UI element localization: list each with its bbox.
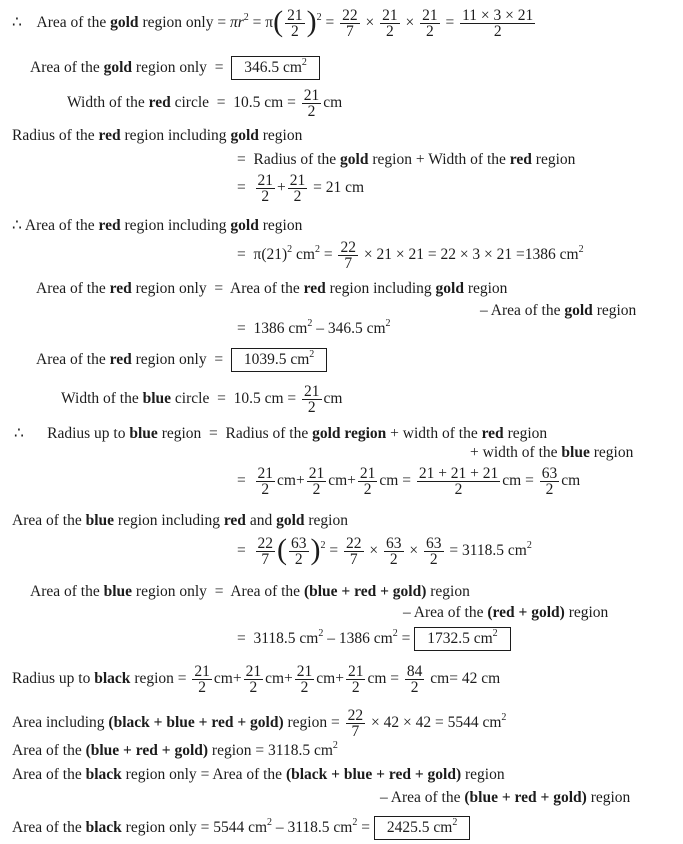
red-incl-area-calc: = $\pi(21)^2$ $cm^2$ = $\frac{22}{7}$ × 21 × 21 = 22 × 3 × 21 =1386 $cm^2$: [237, 239, 584, 272]
black-only-expression: Area of the black region only = Area of the (black + blue + red + gold) region: [12, 766, 505, 783]
blue-area-answer-box: 1732.5 $cm^2$: [414, 627, 510, 651]
red-only-subtrahend: – Area of the gold region: [480, 302, 637, 319]
blue-radius-expression: ∴ Radius up to blue region = Radius of the gold region + width of the red region: [14, 425, 548, 442]
red-only-result-line: Area of the red region only = 1039.5 $cm^2$: [36, 348, 327, 372]
blue-incl-area-heading: Area of the blue region including red and gold region: [12, 512, 348, 529]
red-incl-area-heading: ∴ Area of the red region including gold region: [12, 217, 303, 234]
black-incl-area-line: Area including (black + blue + red + gold) region = $\frac{22}{7}$ × 42 × 42 = 5544 $cm^2$: [12, 707, 507, 740]
red-width-line: Width of the red circle = 10.5 cm = $\frac{21}{2}$ cm: [67, 87, 343, 120]
black-only-result-line: Area of the black region only = 5544 $cm^2 - 3118.5$ $cm^2 = 2425.5$ $cm^2$: [12, 816, 470, 840]
gold-area-answer-box: 346.5 $cm^2$: [231, 56, 320, 80]
gold-area-result-line: Area of the gold region only = 346.5 $cm^2$: [30, 56, 320, 80]
gold-area-formula-line: ∴ Area of the gold region only = $\pi r^2 = \pi$( $\frac{21}{2}$ )$^2$ = $\frac{22}{7}$ × $\frac{21}{2}$ × $\frac{21}{2}$ = $\frac{11 \times 3 \times 21}{2}$: [12, 4, 534, 40]
red-radius-expression: = Radius of the gold region + Width of the red region: [237, 151, 576, 168]
red-only-subtraction: = 1386 $cm^2 - 346.5$ $cm^2$: [237, 317, 391, 337]
black-area-answer-box: 2425.5 $cm^2$: [374, 816, 470, 840]
red-only-expression: Area of the red region only = Area of the red region including gold region: [36, 280, 508, 297]
red-radius-sum: = $\frac{21}{2}$ + $\frac{21}{2}$ = 21 cm: [237, 172, 365, 205]
blue-radius-continuation: + width of the blue region: [470, 444, 634, 461]
black-radius-line: Radius up to black region = $\frac{21}{2}$ cm+ $\frac{21}{2}$ cm+ $\frac{21}{2}$ cm+ $\frac{21}{2}$ cm = $\frac{84}{2}$ cm= 42 cm: [12, 663, 501, 696]
blue-red-gold-area-line: Area of the (blue + red + gold) region = 3118.5 $cm^2$: [12, 739, 338, 759]
blue-incl-area-calc: = $\frac{22}{7}$ ( $\frac{63}{2}$ )$^2$ = $\frac{22}{7}$ × $\frac{63}{2}$ × $\frac{63}{2}$ = 3118.5 $cm^2$: [237, 532, 532, 568]
blue-only-expression: Area of the blue region only = Area of the (blue + red + gold) region: [30, 583, 470, 600]
blue-only-subtrahend: – Area of the (red + gold) region: [403, 604, 609, 621]
black-only-subtrahend: – Area of the (blue + red + gold) region: [380, 789, 631, 806]
red-radius-heading: Radius of the red region including gold region: [12, 127, 303, 144]
blue-width-line: Width of the blue circle = 10.5 cm = $\frac{21}{2}$ cm: [61, 383, 343, 416]
red-area-answer-box: 1039.5 $cm^2$: [231, 348, 327, 372]
blue-radius-sum: = $\frac{21}{2}$ cm+ $\frac{21}{2}$ cm+ $\frac{21}{2}$ cm = $\frac{21 + 21 + 21}{2}$ cm = $\frac{63}{2}$ cm: [237, 465, 581, 498]
blue-only-result-line: = 3118.5 $cm^2 - 1386$ $cm^2 = 1732.5$ $cm^2$: [237, 627, 511, 651]
